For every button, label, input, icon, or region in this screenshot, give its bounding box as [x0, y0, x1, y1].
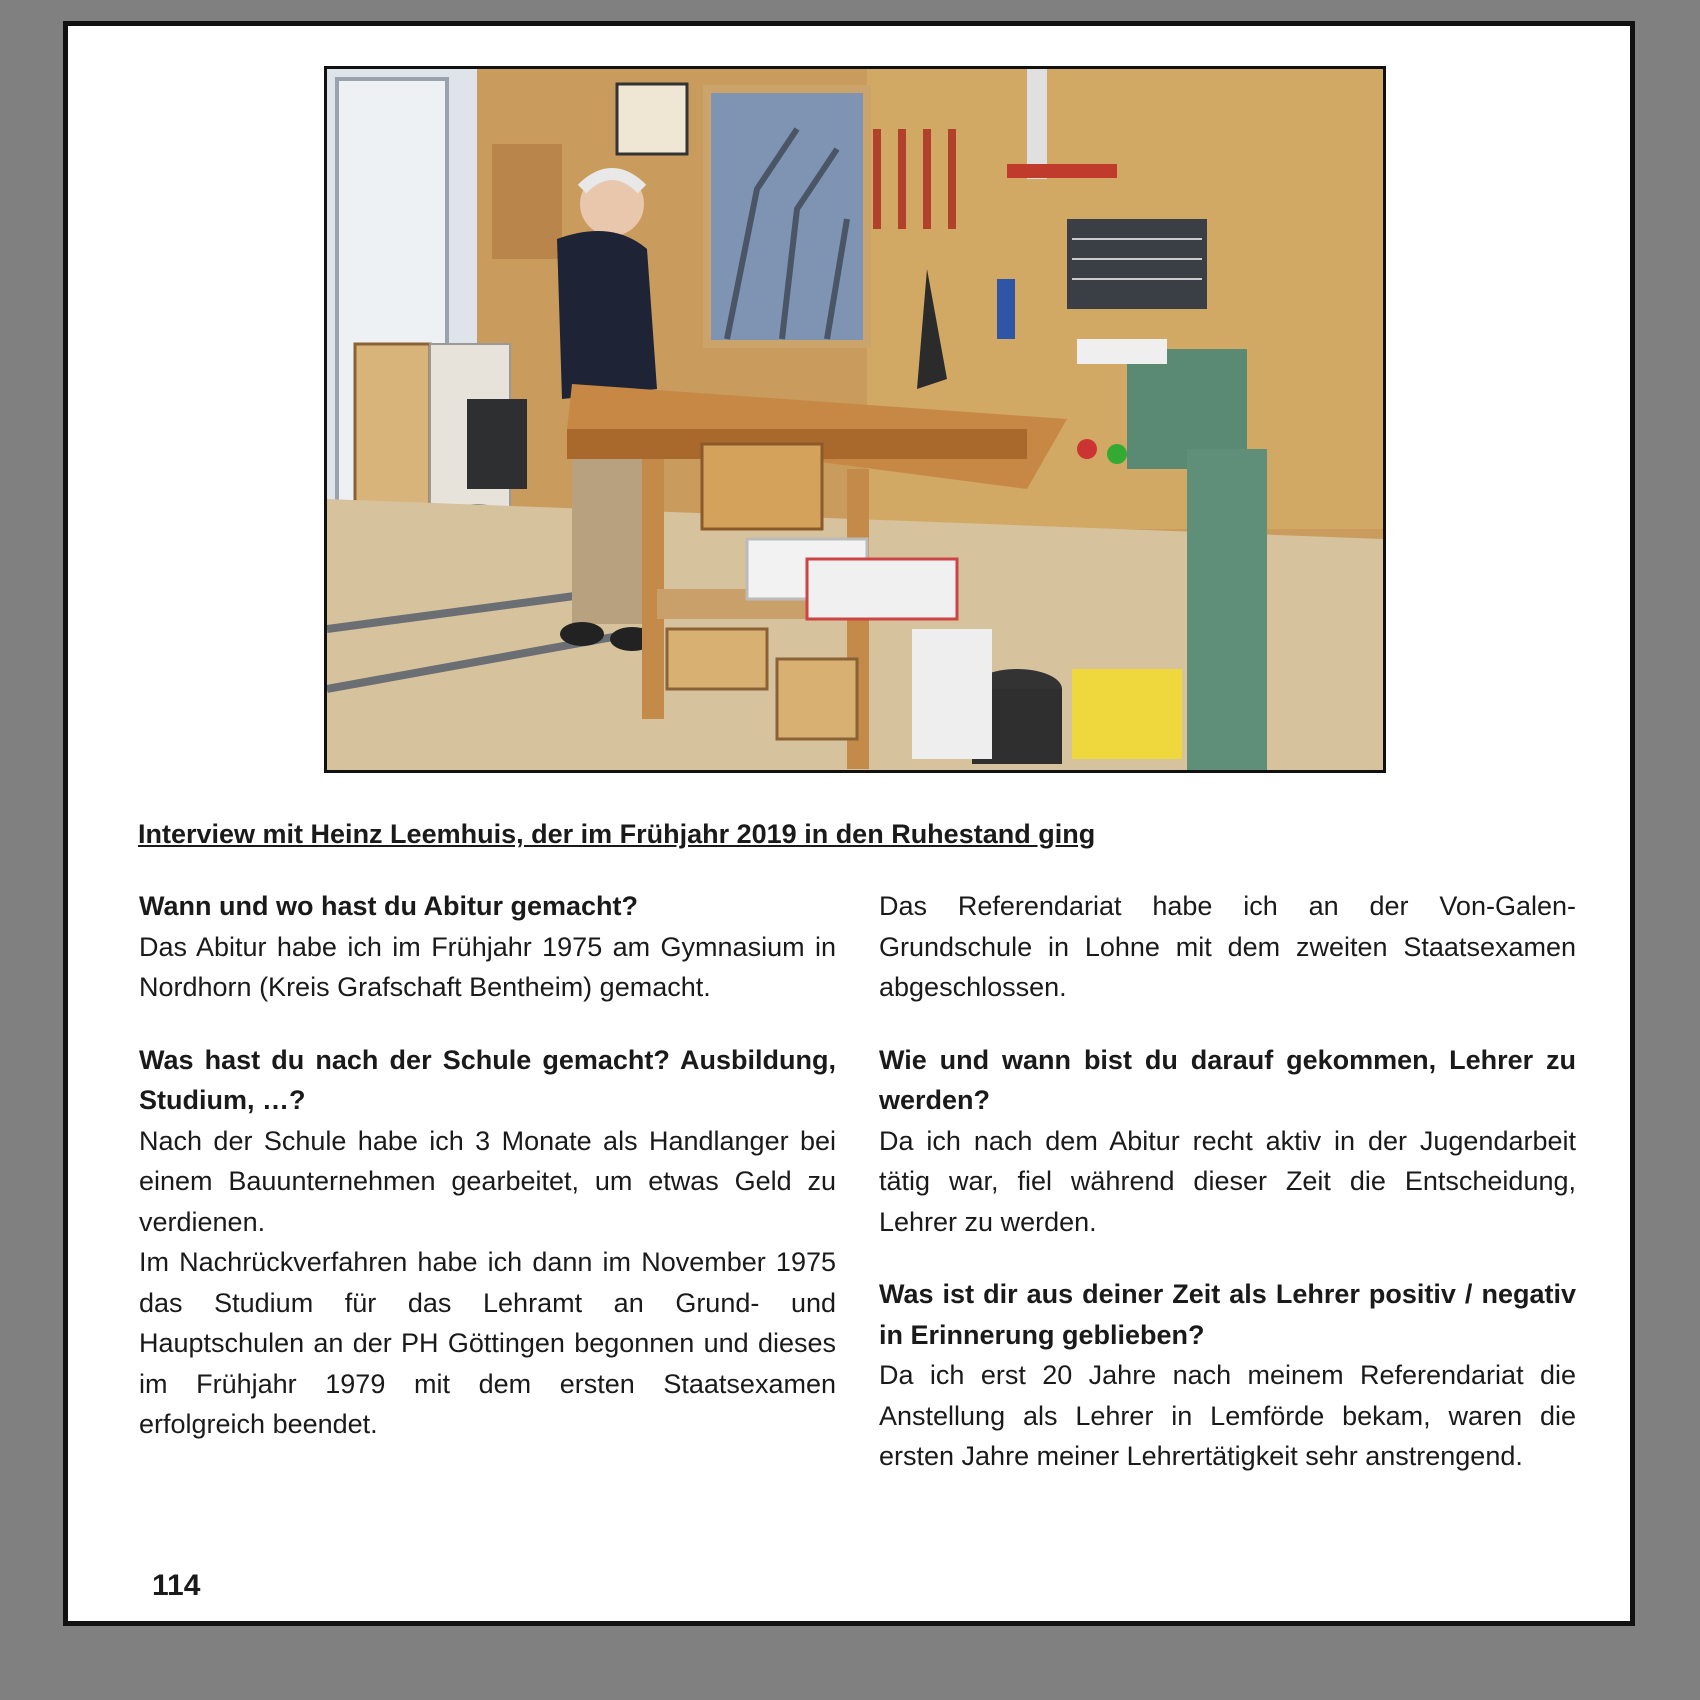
- workshop-photo-illustration: [327, 69, 1383, 770]
- question-abitur: Wann und wo hast du Abitur gemacht?: [139, 891, 638, 921]
- left-column: [139, 886, 836, 1445]
- answer-after-school-continued: Im Nachrückverfahren habe ich dann im November 1975 das Studium für das Lehramt an Grund- und Hauptschulen an der PH Göttingen begonnen und dieses im Frühjahr 1979 mit dem ersten Staatsexamen erfolgreich beendet.: [139, 1247, 836, 1439]
- document-page: [63, 21, 1635, 1626]
- question-after-school: Was hast du nach der Schule gemacht? Ausbildung, Studium, …?: [139, 1044, 836, 1115]
- workshop-photo: [324, 66, 1386, 773]
- question-becoming-teacher: Wie und wann bist du darauf gekommen, Lehrer zu werden?: [879, 1044, 1576, 1115]
- answer-referendariat: Das Referendariat habe ich an der Von-Galen-Grundschule in Lohne mit dem zweiten Staatsexamen abgeschlossen.: [879, 891, 1576, 1002]
- answer-abitur: Das Abitur habe ich im Frühjahr 1975 am Gymnasium in Nordhorn (Kreis Grafschaft Bentheim) gemacht.: [139, 931, 836, 1002]
- question-memories: Was ist dir aus deiner Zeit als Lehrer positiv / negativ in Erinnerung geblieben?: [879, 1279, 1576, 1350]
- answer-becoming-teacher: Da ich nach dem Abitur recht aktiv in der Jugendarbeit tätig war, fiel während dieser Zeit die Entscheidung, Lehrer zu werden.: [879, 1125, 1576, 1237]
- page-number: 114: [152, 1569, 201, 1602]
- article-title: Interview mit Heinz Leemhuis, der im Frühjahr 2019 in den Ruhestand ging: [138, 819, 1096, 849]
- answer-after-school: Nach der Schule habe ich 3 Monate als Handlanger bei einem Bauunternehmen gearbeitet, um etwas Geld zu verdienen.: [139, 1125, 836, 1237]
- right-column: [879, 886, 1576, 1477]
- answer-memories: Da ich erst 20 Jahre nach meinem Referendariat die Anstellung als Lehrer in Lemförde bekam, waren die ersten Jahre meiner Lehrertätigkeit sehr anstrengend.: [879, 1360, 1576, 1471]
